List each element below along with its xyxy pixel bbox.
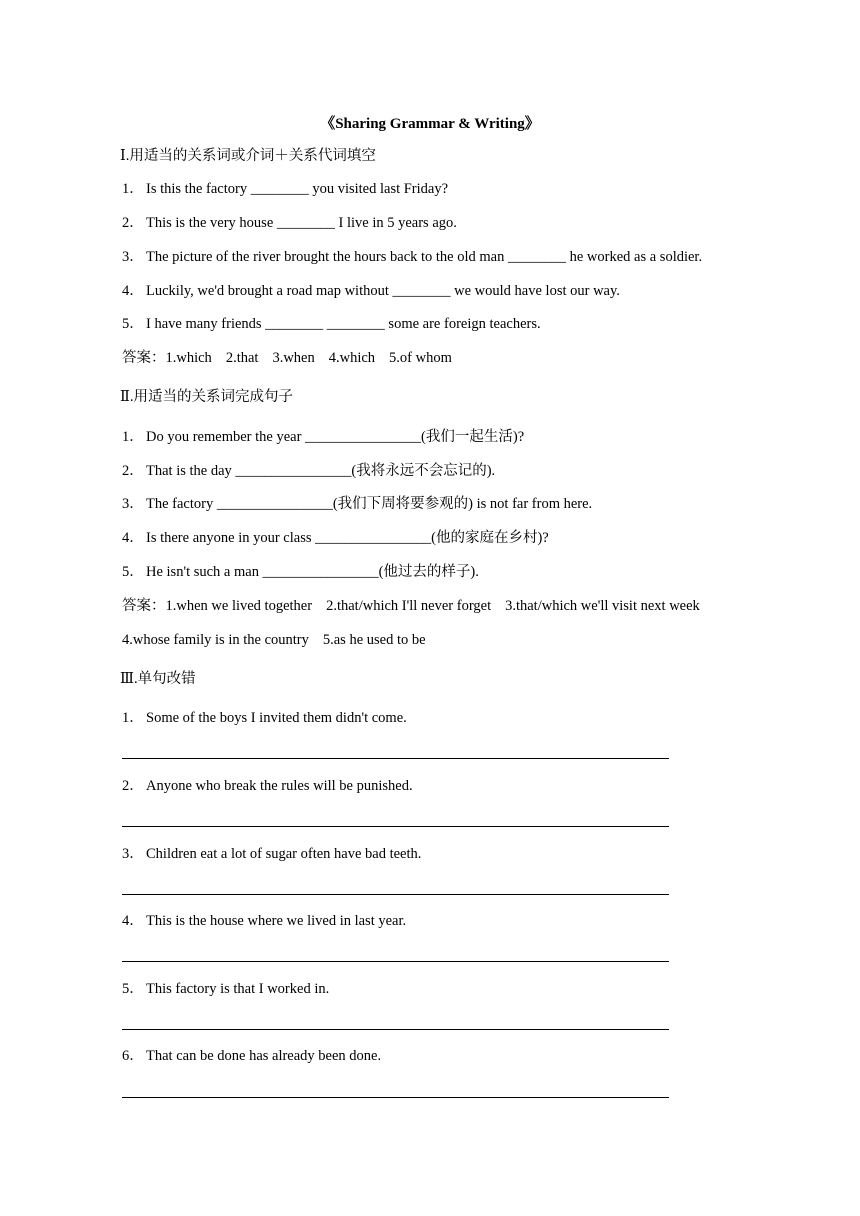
section-2-answers-line-1 (122, 596, 700, 616)
item-number: 2． (122, 463, 144, 479)
section-2-item-3 (122, 494, 592, 514)
answer-line-4[interactable] (122, 961, 669, 962)
section-1-item-1 (122, 179, 448, 199)
item-number: 2． (122, 778, 144, 794)
section-3-item-6 (122, 1046, 381, 1066)
item-text: Anyone who break the rules will be punished. (146, 778, 413, 794)
answer: 2.that/which I'll never forget (326, 598, 492, 614)
section-2-item-1 (122, 427, 524, 447)
section-2-item-5 (122, 562, 479, 582)
answer-prefix: 答案： (122, 598, 166, 614)
item-number: 3． (122, 846, 144, 862)
item-number: 1． (122, 429, 144, 445)
document-title: 《Sharing Grammar & Writing》 (320, 116, 540, 132)
item-number: 4． (122, 283, 144, 299)
answer: 3.when (272, 350, 315, 366)
item-number: 1． (122, 710, 144, 726)
answer: 5.of whom (389, 350, 452, 366)
item-text: The factory ________________(我们下周将要参观的) is not far from here. (146, 496, 593, 512)
section-1-item-5 (122, 314, 541, 334)
section-3-item-2 (122, 776, 413, 796)
item-text: Is this the factory ________ you visited last Friday? (146, 181, 449, 197)
item-text: Do you remember the year ________________(我们一起生活)? (146, 429, 525, 445)
answer: 1.when we lived together (165, 598, 313, 614)
item-text: This factory is that I worked in. (146, 981, 330, 997)
answer: 4.whose family is in the country (122, 632, 309, 648)
answer: 2.that (225, 350, 259, 366)
item-text: Children eat a lot of sugar often have bad teeth. (146, 846, 422, 862)
section-1-answers (122, 348, 452, 368)
answer-line-6[interactable] (122, 1097, 669, 1098)
item-number: 4． (122, 913, 144, 929)
answer-line-5[interactable] (122, 1029, 669, 1030)
item-number: 6． (122, 1048, 144, 1064)
answer-prefix: 答案： (122, 350, 166, 366)
item-text: This is the very house ________ I live in 5 years ago. (146, 215, 457, 231)
item-number: 5． (122, 316, 144, 332)
answer: 5.as he used to be (322, 632, 426, 648)
answer: 4.which (328, 350, 376, 366)
item-text: Luckily, we'd brought a road map without ________ we would have lost our way. (146, 283, 620, 299)
answer-line-3[interactable] (122, 894, 669, 895)
section-3-item-5 (122, 979, 329, 999)
section-1-item-2 (122, 213, 457, 233)
item-number: 3． (122, 496, 144, 512)
item-text: That is the day ________________(我将永远不会忘记的). (146, 463, 496, 479)
item-text: He isn't such a man ________________(他过去的样子). (146, 564, 479, 580)
section-1-item-3 (122, 247, 702, 267)
item-number: 4． (122, 530, 144, 546)
item-number: 3． (122, 249, 144, 265)
answer-line-1[interactable] (122, 758, 669, 759)
section-3-item-3 (122, 844, 421, 864)
answer: 1.which (165, 350, 212, 366)
section-1-item-4 (122, 281, 620, 301)
section-2-answers-line-2 (122, 630, 426, 650)
section-3-item-4 (122, 911, 406, 931)
item-text: That can be done has already been done. (146, 1048, 382, 1064)
section-1-heading: Ⅰ.用适当的关系词或介词＋关系代词填空 (120, 148, 376, 164)
item-text: This is the house where we lived in last year. (146, 913, 407, 929)
section-3-item-1 (122, 708, 407, 728)
section-2-heading: Ⅱ.用适当的关系词完成句子 (120, 389, 293, 405)
section-2-item-4 (122, 528, 549, 548)
section-3-heading: Ⅲ.单句改错 (120, 671, 196, 687)
item-number: 5． (122, 981, 144, 997)
answer: 3.that/which we'll visit next week (505, 598, 700, 614)
section-2-item-2 (122, 461, 495, 481)
item-number: 2． (122, 215, 144, 231)
answer-line-2[interactable] (122, 826, 669, 827)
item-text: Is there anyone in your class ________________(他的家庭在乡村)? (146, 530, 549, 546)
item-text: The picture of the river brought the hours back to the old man ________ he worked as a soldier. (146, 249, 703, 265)
item-number: 1． (122, 181, 144, 197)
item-text: I have many friends ________ ________ some are foreign teachers. (146, 316, 541, 332)
item-text: Some of the boys I invited them didn't come. (146, 710, 407, 726)
item-number: 5． (122, 564, 144, 580)
